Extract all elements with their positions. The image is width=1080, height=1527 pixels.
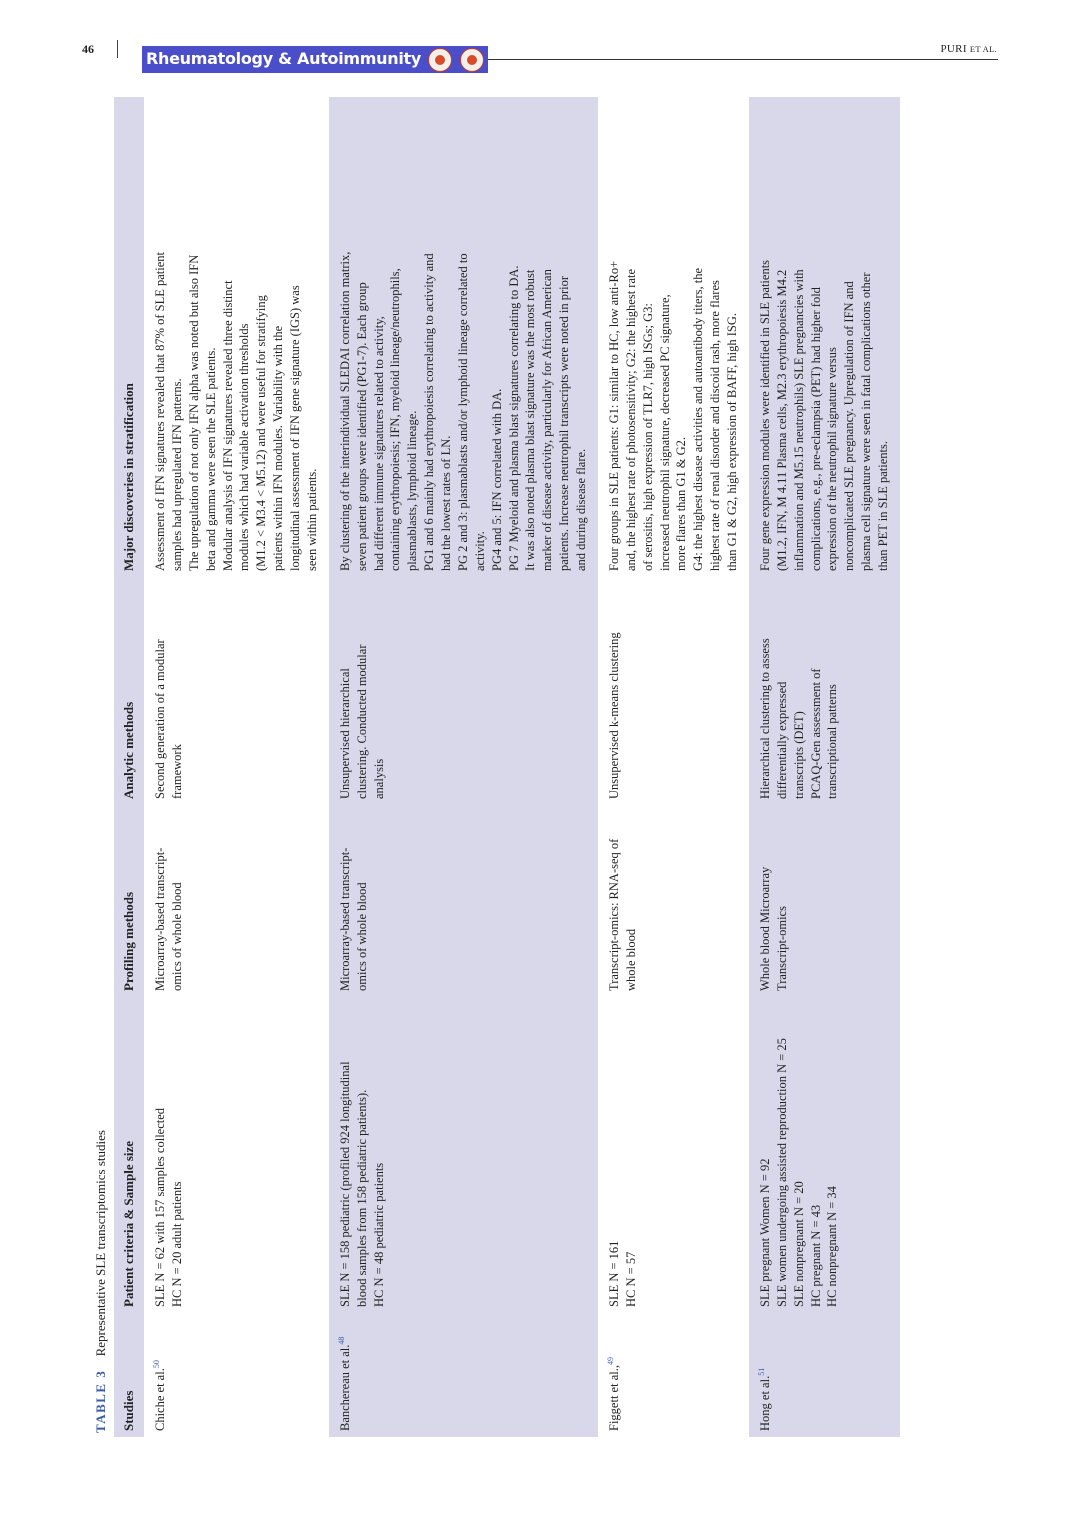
- cell-line: plasma cell signature were seen in fatal complications other: [859, 272, 874, 571]
- cell-line: Unsupervised hierarchical: [337, 668, 352, 799]
- discoveries-cell: [144, 97, 329, 577]
- reference-link[interactable]: 51: [756, 1367, 766, 1376]
- table-row: [749, 97, 900, 1437]
- cell-line: patients. Increase neutrophil transcripts were noted in prior: [557, 275, 572, 571]
- analytic-cell: [329, 577, 598, 805]
- cell-line: PG1 and 6 mainly had erythropoiesis correlating to activity and: [422, 253, 437, 571]
- association-logo-icon: [460, 48, 484, 72]
- cell-line: It was also noted plasma blast signature was the most robust: [523, 269, 538, 571]
- reference-link[interactable]: 48: [336, 1336, 346, 1345]
- cell-line: blood samples from 158 pediatric patients).: [354, 1089, 369, 1307]
- study-name: Chiche et al.: [153, 1368, 168, 1431]
- column-header: Patient criteria & Sample size: [114, 997, 144, 1313]
- table-caption: [88, 97, 114, 1437]
- study-name: Banchereau et al.: [337, 1344, 352, 1431]
- table-row: [598, 97, 749, 1437]
- cell-line: and during disease flare.: [574, 448, 588, 571]
- cell-line: seen within patients.: [304, 468, 319, 571]
- profiling-cell: [598, 805, 749, 997]
- cell-line: PG 7 Myeloid and plasma blast signatures correlating to DA.: [506, 265, 521, 571]
- table-label: TABLE 3: [93, 1369, 108, 1433]
- cell-line: seven patient groups were identified (PG1-7). Each group: [354, 282, 369, 571]
- cell-line: Transcript-omics: [774, 906, 789, 991]
- journal-banner: [142, 46, 488, 73]
- study-name: Figgett et al.,: [607, 1365, 622, 1431]
- column-header: Studies: [114, 1313, 144, 1437]
- cell-line: G4: the highest disease activities and autoantibody titers, the: [691, 267, 706, 571]
- cell-line: modules which had variable activation thresholds: [237, 323, 252, 571]
- patient-cell: [749, 997, 900, 1313]
- cell-line: Transcript-omics: RNA-seq of: [606, 838, 621, 991]
- cell-line: PG 2 and 3: plasmablasts and/or lymphoid lineage correlated to: [455, 253, 470, 571]
- cell-line: The upregulation of not only IFN alpha was noted but also IFN: [186, 254, 201, 571]
- cell-line: plasmablasts, lymphoid lineage.: [405, 410, 420, 571]
- cell-line: differentially expressed: [774, 681, 789, 799]
- rotated-table-region: [88, 97, 948, 1437]
- cell-line: PG4 and 5: IFN correlated with DA.: [489, 388, 504, 571]
- cell-line: whole blood: [623, 928, 638, 991]
- cell-line: activity.: [472, 531, 487, 571]
- cell-line: transcriptional patterns: [825, 684, 840, 799]
- society-logo-icon: [428, 48, 452, 72]
- study-cell: [144, 1313, 329, 1437]
- cell-line: than G1 & G2, high expression of BAFF, high ISG.: [725, 312, 739, 571]
- page-header: [0, 0, 1080, 80]
- cell-line: clustering. Conducted modular: [354, 644, 369, 799]
- cell-line: had the lowest rates of LN.: [439, 435, 453, 571]
- profiling-cell: [144, 805, 329, 997]
- study-name: Hong et al.: [758, 1375, 773, 1431]
- cell-line: HC nonpregnant N = 34: [825, 1186, 840, 1307]
- cell-line: HC N = 20 adult patients: [169, 1181, 184, 1307]
- discoveries-cell: [329, 97, 598, 577]
- cell-line: (M1.2, IFN, M 4.11 Plasma cells, M2.3 erythropoiesis M4.2: [774, 269, 789, 571]
- cell-line: Four groups in SLE patients: G1: similar to HC, low anti-Ro+: [606, 260, 621, 571]
- cell-line: analysis: [371, 758, 386, 799]
- cell-line: HC pregnant N = 43: [808, 1204, 823, 1307]
- study-cell: [329, 1313, 598, 1437]
- running-author: [941, 43, 997, 55]
- cell-line: SLE N = 158 pediatric (profiled 924 longitudinal: [337, 1061, 352, 1307]
- header-rule: [488, 59, 998, 60]
- author-name: PURI: [940, 43, 967, 55]
- cell-line: Unsupervised k-means clustering: [606, 632, 621, 799]
- study-cell: [598, 1313, 749, 1437]
- cell-line: SLE N = 161: [606, 1240, 621, 1307]
- table-row: [144, 97, 329, 1437]
- journal-title: Rheumatology & Autoimmunity: [146, 49, 422, 68]
- header-divider: [117, 40, 118, 58]
- column-header: Analytic methods: [114, 577, 144, 805]
- cell-line: of serositis, high expression of TLR7, high ISGs; G3:: [640, 303, 655, 571]
- cell-line: HC N = 57: [623, 1251, 638, 1307]
- cell-line: than PET in SLE patients.: [876, 441, 890, 571]
- cell-line: By clustering of the interindividual SLEDAI correlation matrix,: [337, 251, 352, 571]
- cell-line: Hierarchical clustering to assess: [757, 638, 772, 799]
- cell-line: patients within IFN modules. Variability with the: [271, 325, 286, 571]
- cell-line: samples had upregulated IFN patterns.: [169, 378, 184, 571]
- table-title: Representative SLE transcriptomics studies: [93, 1130, 108, 1357]
- reference-link[interactable]: 50: [152, 1360, 161, 1369]
- cell-line: containing erythropoiesis; IFN, myeloid lineage/neutrophils,: [388, 268, 403, 571]
- profiling-cell: [749, 805, 900, 997]
- cell-line: marker of disease activity, particularly for African American: [540, 269, 555, 571]
- cell-line: SLE N = 62 with 157 samples collected: [153, 1107, 167, 1307]
- cell-line: and, the highest rate of photosensitivity; G2: the highest rate: [623, 268, 638, 571]
- cell-line: Modular analysis of IFN signatures revealed three distinct: [220, 280, 235, 571]
- cell-line: longitudinal assessment of IFN gene signature (IGS) was: [288, 285, 302, 571]
- cell-line: PCAQ-Gen assessment of: [808, 668, 823, 799]
- cell-line: HC N = 48 pediatric patients: [371, 1162, 386, 1307]
- patient-cell: [329, 997, 598, 1313]
- patient-cell: [144, 997, 329, 1313]
- page-number: 46: [82, 42, 94, 56]
- author-suffix: ET AL.: [969, 44, 997, 54]
- cell-line: SLE nonpregnant N = 20: [791, 1181, 806, 1307]
- cell-line: inflammation and M5.15 neutrophils) SLE pregnancies with: [791, 269, 806, 571]
- table-row: [329, 97, 598, 1437]
- patient-cell: [598, 997, 749, 1313]
- discoveries-cell: [749, 97, 900, 577]
- cell-line: Whole blood Microarray: [757, 866, 772, 991]
- cell-line: had different immune signatures related to activity,: [371, 316, 386, 571]
- profiling-cell: [329, 805, 598, 997]
- analytic-cell: [749, 577, 900, 805]
- cell-line: omics of whole blood: [169, 882, 184, 991]
- table-header-row: [114, 97, 144, 1437]
- cell-line: omics of whole blood: [354, 882, 369, 991]
- cell-line: Assessment of IFN signatures revealed that 87% of SLE patient: [153, 251, 167, 571]
- cell-line: SLE women undergoing assisted reproduction N = 25: [774, 1038, 789, 1307]
- analytic-cell: [598, 577, 749, 805]
- cell-line: framework: [169, 744, 184, 799]
- cell-line: increased neutrophil signature, decreased PC signature,: [657, 294, 672, 571]
- cell-line: noncomplicated SLE pregnancy. Upregulation of IFN and: [842, 281, 857, 571]
- study-cell: [749, 1313, 900, 1437]
- cell-line: Microarray-based transcript-: [153, 847, 167, 991]
- cell-line: more flares than G1 & G2.: [674, 437, 689, 571]
- analytic-cell: [144, 577, 329, 805]
- studies-table: [114, 97, 900, 1437]
- discoveries-cell: [598, 97, 749, 577]
- column-header: Profiling methods: [114, 805, 144, 997]
- cell-line: expression of the neutrophil signature versus: [825, 347, 840, 571]
- cell-line: (M1.2 < M3.4 < M5.12) and were useful for stratifying: [254, 295, 269, 571]
- cell-line: transcripts (DET): [791, 711, 806, 799]
- cell-line: Four gene expression modules were identified in SLE patients: [757, 259, 772, 571]
- cell-line: complications, e.g., pre-eclampsia (PET) had higher fold: [808, 287, 823, 571]
- cell-line: beta and gamma were seen the SLE patients.: [203, 347, 218, 571]
- cell-line: Microarray-based transcript-: [337, 847, 352, 991]
- cell-line: Second generation of a modular: [153, 639, 167, 799]
- column-header: Major discoveries in stratification: [114, 97, 144, 577]
- cell-line: highest rate of renal disorder and discoid rash, more flares: [708, 280, 723, 571]
- reference-link[interactable]: 49: [605, 1357, 615, 1366]
- cell-line: SLE pregnant Women N = 92: [757, 1158, 772, 1307]
